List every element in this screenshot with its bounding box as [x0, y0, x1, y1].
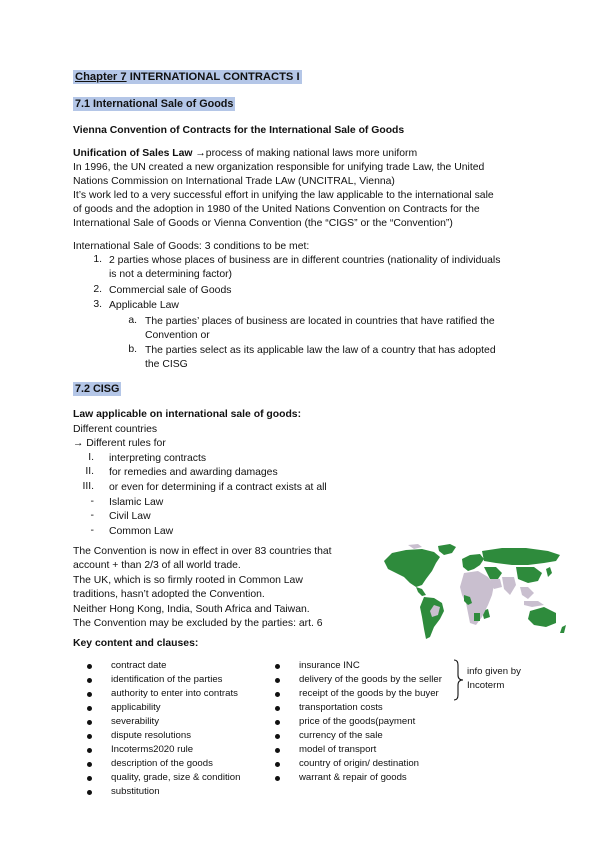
clause-item: currency of the sale — [299, 730, 383, 741]
bullet-marker — [87, 748, 92, 753]
key-content-heading: Key content and clauses: — [73, 638, 199, 649]
clause-item: price of the goods(payment — [299, 716, 416, 727]
unification-para-line: In 1996, the UN created a new organization responsible for unifying trade Law, the United — [73, 162, 485, 173]
incoterm-note-line: Incoterm — [467, 679, 505, 691]
sublist-letter: a. — [128, 315, 137, 326]
conditions-intro: International Sale of Goods: 3 conditions to be met: — [73, 241, 310, 252]
unification-para-line: Nations Commission on International Trade LAw (UNCITRAL, Vienna) — [73, 176, 395, 187]
sublist-item-continued: Convention or — [145, 330, 210, 341]
incoterm-note-line: info given by — [467, 666, 521, 677]
dash-item: Civil Law — [109, 511, 151, 522]
list-item: Commercial sale of Goods — [109, 285, 232, 296]
roman-numeral: I. — [88, 452, 94, 463]
list-item-continued: is not a determining factor) — [109, 269, 233, 280]
convention-line: The UK, which is so firmly rooted in Common Law — [73, 575, 303, 586]
bullet-marker — [275, 734, 280, 739]
convention-line: Neither Hong Kong, India, South Africa and Taiwan. — [73, 604, 310, 615]
sublist-letter: b. — [128, 344, 137, 355]
bullet-marker — [275, 762, 280, 767]
unification-text: process of making national laws more uniform — [205, 148, 418, 159]
clause-item: authority to enter into contrats — [111, 688, 238, 699]
bullet-marker — [87, 762, 92, 767]
clause-item: contract date — [111, 660, 167, 671]
clause-item: substitution — [111, 786, 160, 797]
clause-item: severability — [111, 716, 159, 727]
law-applicable-line: → Different rules for — [73, 438, 166, 449]
chapter-heading — [73, 71, 302, 83]
bullet-marker — [87, 734, 92, 739]
clause-item: delivery of the goods by the seller — [299, 674, 442, 685]
bullet-marker — [87, 720, 92, 725]
bullet-marker — [87, 692, 92, 697]
clause-item: model of transport — [299, 744, 377, 755]
section-7-1-heading-text: 7.1 International Sale of Goods — [75, 98, 234, 110]
vienna-convention-heading: Vienna Convention of Contracts for the International Sale of Goods — [73, 125, 405, 136]
clause-item: quality, grade, size & condition — [111, 772, 241, 783]
dash-marker: - — [90, 510, 94, 521]
bullet-marker — [87, 706, 92, 711]
roman-numeral: II. — [85, 466, 94, 477]
chapter-title: INTERNATIONAL CONTRACTS I — [126, 71, 300, 83]
unification-para-line: International Sale of Goods or Vienna Convention (the “CIGS” or the “Convention”) — [73, 218, 453, 229]
clause-item: applicability — [111, 702, 161, 713]
list-number: 3. — [93, 299, 102, 310]
clause-item: description of the goods — [111, 758, 213, 769]
law-applicable-heading: Law applicable on international sale of goods: — [73, 409, 302, 420]
clause-item: country of origin/ destination — [299, 758, 419, 769]
list-item: 2 parties whose places of business are in different countries (nationality of individuals — [109, 255, 501, 266]
bullet-marker — [275, 692, 280, 697]
clause-item: receipt of the goods by the buyer — [299, 688, 439, 699]
bullet-marker — [87, 776, 92, 781]
unification-para-line: of goods and the adoption in 1980 of the United Nations Convention on Contracts for the — [73, 204, 480, 215]
roman-item: interpreting contracts — [109, 453, 207, 464]
chapter-prefix: Chapter 7 — [75, 71, 127, 83]
roman-numeral: III. — [82, 481, 94, 492]
unification-arrow: → — [192, 148, 206, 159]
convention-line: traditions, hasn’t adopted the Convention. — [73, 589, 265, 600]
unification-para-line: It’s work led to a very successful effort in unifying the law applicable to the international sale — [73, 190, 494, 201]
list-number: 2. — [93, 284, 102, 295]
section-7-2-heading — [73, 383, 121, 395]
bullet-marker — [275, 664, 280, 669]
roman-item: for remedies and awarding damages — [109, 467, 278, 478]
unification-label: Unification of Sales Law — [73, 148, 193, 159]
clause-item: identification of the parties — [111, 674, 223, 685]
dash-item: Islamic Law — [109, 497, 164, 508]
list-number: 1. — [93, 254, 102, 265]
law-applicable-line: Different countries — [73, 424, 158, 435]
bullet-marker — [87, 678, 92, 683]
clause-item: Incoterms2020 rule — [111, 744, 194, 755]
convention-line: account + than 2/3 of all world trade. — [73, 560, 241, 571]
list-item: Applicable Law — [109, 300, 179, 311]
section-7-1-heading — [73, 98, 235, 110]
convention-line: The Convention is now in effect in over 83 countries that — [73, 546, 332, 557]
section-7-2-heading-text: 7.2 CISG — [75, 383, 120, 395]
clause-item: warrant & repair of goods — [299, 772, 407, 783]
unification-line — [73, 147, 417, 161]
cisg-world-map — [378, 543, 568, 643]
clause-item: insurance INC — [299, 660, 360, 671]
bullet-marker — [275, 720, 280, 725]
clause-item: transportation costs — [299, 702, 383, 713]
bullet-marker — [275, 748, 280, 753]
dash-marker: - — [90, 525, 94, 536]
convention-line: The Convention may be excluded by the parties: art. 6 — [73, 618, 323, 629]
sublist-item: The parties select as its applicable law the law of a country that has adopted — [145, 345, 496, 356]
sublist-item-continued: the CISG — [145, 359, 188, 370]
incoterm-note — [467, 665, 521, 692]
bullet-marker — [275, 678, 280, 683]
bullet-marker — [87, 664, 92, 669]
bullet-marker — [275, 706, 280, 711]
brace-icon — [452, 659, 466, 701]
bullet-marker — [275, 776, 280, 781]
bullet-marker — [87, 790, 92, 795]
clause-item: dispute resolutions — [111, 730, 191, 741]
sublist-item: The parties’ places of business are located in countries that have ratified the — [145, 316, 495, 327]
dash-marker: - — [90, 496, 94, 507]
dash-item: Common Law — [109, 526, 174, 537]
roman-item: or even for determining if a contract exists at all — [109, 482, 327, 493]
